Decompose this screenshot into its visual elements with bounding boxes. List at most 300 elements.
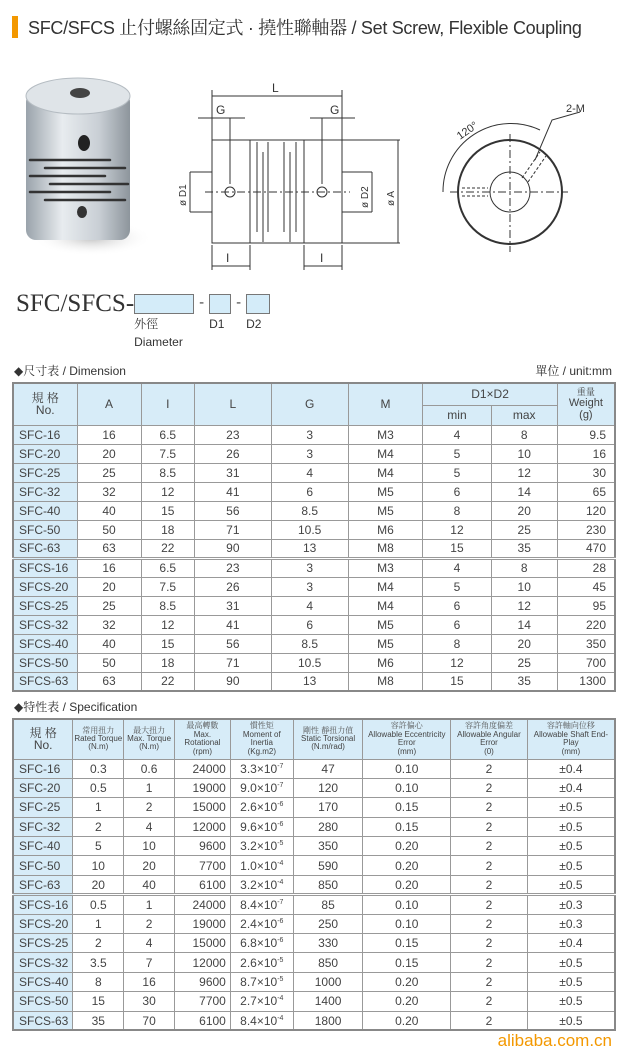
value-cell: 10.5: [271, 520, 348, 539]
value-cell: 23: [194, 425, 271, 444]
dimension-row: [13, 520, 615, 539]
dimension-row: [13, 615, 615, 634]
value-cell: ±0.4: [527, 759, 615, 778]
value-cell: M5: [348, 482, 423, 501]
value-cell: 7.5: [141, 444, 194, 463]
spec-row: [13, 953, 615, 972]
value-cell: 2: [451, 934, 528, 953]
dimension-row: [13, 558, 615, 577]
value-cell: 2: [451, 972, 528, 991]
model-cell: SFC-20: [13, 778, 73, 797]
label-screws: 2-M: [566, 103, 585, 115]
spec-row: [13, 798, 615, 817]
value-cell: 13: [271, 539, 348, 558]
value-cell: 8.5: [141, 463, 194, 482]
value-cell: 250: [293, 914, 363, 933]
value-cell: 45: [557, 577, 615, 596]
value-cell: 2: [451, 817, 528, 836]
value-cell: 15000: [175, 798, 231, 817]
value-cell: 3: [271, 558, 348, 577]
label-L: L: [272, 81, 279, 95]
value-cell: 85: [293, 895, 363, 914]
value-cell: 9600: [175, 972, 231, 991]
model-cell: SFCS-20: [13, 577, 77, 596]
value-cell: 2: [451, 759, 528, 778]
value-cell: M3: [348, 425, 423, 444]
value-cell: 0.3: [73, 759, 124, 778]
value-cell: 6100: [175, 1011, 231, 1030]
value-cell: 1000: [293, 972, 363, 991]
value-cell: 1300: [557, 672, 615, 691]
value-cell: 30: [124, 992, 175, 1011]
value-cell: 26: [194, 444, 271, 463]
value-cell: 10: [491, 577, 557, 596]
model-cell: SFC-50: [13, 856, 73, 875]
value-cell: 12000: [175, 817, 231, 836]
coupling-photo: [26, 78, 152, 256]
value-cell: M4: [348, 577, 423, 596]
value-cell: 10: [73, 856, 124, 875]
value-cell: 2: [451, 953, 528, 972]
value-cell: 2: [451, 837, 528, 856]
value-cell: 9.5: [557, 425, 615, 444]
value-cell: 35: [73, 1011, 124, 1030]
value-cell: 0.6: [124, 759, 175, 778]
value-cell: 2: [73, 934, 124, 953]
value-cell: $8.7\times 10^{-5}$: [230, 972, 293, 991]
spec-row: [13, 759, 615, 778]
value-cell: 40: [124, 875, 175, 894]
value-cell: 0.15: [363, 953, 451, 972]
diameter-label-en: Diameter: [134, 335, 183, 349]
value-cell: 3: [271, 425, 348, 444]
model-cell: SFC-25: [13, 798, 73, 817]
value-cell: $3.2\times 10^{-4}$: [230, 875, 293, 894]
value-cell: 15000: [175, 934, 231, 953]
value-cell: ±0.5: [527, 837, 615, 856]
value-cell: ±0.5: [527, 972, 615, 991]
value-cell: 6.5: [141, 425, 194, 444]
header-I: I: [141, 383, 194, 425]
value-cell: 15: [423, 672, 491, 691]
value-cell: 170: [293, 798, 363, 817]
spec-row: [13, 972, 615, 991]
value-cell: M4: [348, 596, 423, 615]
header-no: 規 格 No.: [13, 383, 77, 425]
value-cell: 16: [557, 444, 615, 463]
spec-header: 慣性矩 Moment of Inertia (Kg.m2): [230, 719, 293, 759]
value-cell: 20: [491, 634, 557, 653]
value-cell: 56: [194, 634, 271, 653]
value-cell: 6.5: [141, 558, 194, 577]
value-cell: 10: [124, 837, 175, 856]
model-cell: SFC-63: [13, 539, 77, 558]
header-A: A: [77, 383, 141, 425]
value-cell: 12: [491, 463, 557, 482]
value-cell: 8.5: [271, 634, 348, 653]
model-cell: SFCS-50: [13, 653, 77, 672]
value-cell: 0.20: [363, 972, 451, 991]
value-cell: 16: [77, 425, 141, 444]
spec-row: [13, 837, 615, 856]
value-cell: 4: [271, 596, 348, 615]
value-cell: 2: [451, 798, 528, 817]
value-cell: 50: [77, 520, 141, 539]
model-dash-1: -: [199, 294, 205, 311]
spec-header: 剛性 靜扭力值 Static Torsional (N.m/rad): [293, 719, 363, 759]
value-cell: 6: [423, 596, 491, 615]
value-cell: 12: [141, 482, 194, 501]
model-prefix: SFC/SFCS-: [16, 290, 135, 317]
label-A: ø A: [386, 190, 397, 206]
value-cell: $9.0\times 10^{-7}$: [230, 778, 293, 797]
title-text: SFC/SFCS 止付螺絲固定式 · 撓性聯軸器 / Set Screw, Flexible Coupling: [28, 18, 582, 38]
value-cell: 26: [194, 577, 271, 596]
model-cell: SFC-32: [13, 482, 77, 501]
value-cell: M6: [348, 653, 423, 672]
value-cell: 0.5: [73, 778, 124, 797]
d1-label: D1: [209, 317, 225, 331]
value-cell: 15: [141, 634, 194, 653]
value-cell: 4: [423, 425, 491, 444]
value-cell: 25: [77, 463, 141, 482]
value-cell: 2: [451, 914, 528, 933]
spec-row: [13, 856, 615, 875]
model-cell: SFC-20: [13, 444, 77, 463]
value-cell: 20: [77, 577, 141, 596]
header-min: min: [423, 405, 491, 425]
value-cell: ±0.3: [527, 895, 615, 914]
value-cell: 8.5: [271, 501, 348, 520]
model-cell: SFC-50: [13, 520, 77, 539]
value-cell: $3.2\times 10^{-5}$: [230, 837, 293, 856]
value-cell: 15: [73, 992, 124, 1011]
value-cell: 41: [194, 615, 271, 634]
value-cell: 71: [194, 520, 271, 539]
header-weight: 重量 Weight (g): [557, 383, 615, 425]
d1-slot: [209, 290, 231, 331]
model-cell: SFCS-63: [13, 1011, 73, 1030]
value-cell: 12: [423, 520, 491, 539]
dimension-row: [13, 463, 615, 482]
value-cell: 330: [293, 934, 363, 953]
label-G-left: G: [216, 103, 226, 117]
dimension-row: [13, 444, 615, 463]
value-cell: 0.10: [363, 914, 451, 933]
model-cell: SFC-40: [13, 837, 73, 856]
value-cell: 3.5: [73, 953, 124, 972]
value-cell: $2.7\times 10^{-4}$: [230, 992, 293, 1011]
model-cell: SFC-16: [13, 425, 77, 444]
value-cell: 24000: [175, 895, 231, 914]
value-cell: 850: [293, 875, 363, 894]
value-cell: 6: [423, 615, 491, 634]
value-cell: 50: [77, 653, 141, 672]
value-cell: 25: [491, 653, 557, 672]
value-cell: 0.5: [73, 895, 124, 914]
value-cell: 230: [557, 520, 615, 539]
value-cell: 2: [124, 914, 175, 933]
value-cell: M8: [348, 672, 423, 691]
value-cell: 24000: [175, 759, 231, 778]
value-cell: 47: [293, 759, 363, 778]
value-cell: 6: [271, 482, 348, 501]
value-cell: 16: [77, 558, 141, 577]
value-cell: $2.6\times 10^{-5}$: [230, 953, 293, 972]
value-cell: 56: [194, 501, 271, 520]
value-cell: 18: [141, 653, 194, 672]
value-cell: 8: [491, 425, 557, 444]
value-cell: 12: [491, 596, 557, 615]
value-cell: 6: [423, 482, 491, 501]
diameter-label-zh: 外徑: [134, 317, 159, 331]
label-D1: ø D1: [178, 184, 189, 206]
diameter-slot: [134, 290, 194, 349]
value-cell: 8: [491, 558, 557, 577]
dimension-row: [13, 482, 615, 501]
value-cell: 350: [293, 837, 363, 856]
value-cell: 25: [491, 520, 557, 539]
model-cell: SFCS-16: [13, 558, 77, 577]
value-cell: 30: [557, 463, 615, 482]
value-cell: 0.15: [363, 817, 451, 836]
value-cell: 65: [557, 482, 615, 501]
value-cell: 1800: [293, 1011, 363, 1030]
value-cell: 590: [293, 856, 363, 875]
value-cell: 19000: [175, 778, 231, 797]
value-cell: 12: [141, 615, 194, 634]
value-cell: ±0.5: [527, 798, 615, 817]
value-cell: 12000: [175, 953, 231, 972]
model-cell: SFC-25: [13, 463, 77, 482]
value-cell: ±0.5: [527, 856, 615, 875]
value-cell: 2: [451, 856, 528, 875]
spec-header: 規 格 No.: [13, 719, 73, 759]
value-cell: 16: [124, 972, 175, 991]
value-cell: 5: [423, 444, 491, 463]
label-I-left: I: [226, 251, 230, 265]
value-cell: 35: [491, 672, 557, 691]
model-cell: SFCS-32: [13, 953, 73, 972]
model-dash-2: -: [236, 294, 242, 311]
value-cell: 5: [423, 577, 491, 596]
d2-slot: [246, 290, 270, 331]
value-cell: M3: [348, 558, 423, 577]
dimension-row: [13, 653, 615, 672]
value-cell: 18: [141, 520, 194, 539]
spec-header: 容許軸向位移 Allowable Shaft End-Play (mm): [527, 719, 615, 759]
value-cell: 28: [557, 558, 615, 577]
header-L: L: [194, 383, 271, 425]
value-cell: 2: [451, 992, 528, 1011]
value-cell: 14: [491, 482, 557, 501]
value-cell: 1400: [293, 992, 363, 1011]
value-cell: 0.20: [363, 875, 451, 894]
value-cell: 2: [451, 778, 528, 797]
value-cell: 7700: [175, 992, 231, 1011]
value-cell: 63: [77, 672, 141, 691]
value-cell: 0.20: [363, 992, 451, 1011]
header-G: G: [271, 383, 348, 425]
value-cell: $2.4\times 10^{-6}$: [230, 914, 293, 933]
title-accent-bar: [12, 16, 18, 38]
value-cell: 2: [451, 895, 528, 914]
product-figures: [0, 60, 626, 280]
value-cell: 0.10: [363, 895, 451, 914]
value-cell: 7: [124, 953, 175, 972]
header-max: max: [491, 405, 557, 425]
value-cell: 31: [194, 596, 271, 615]
value-cell: 8.5: [141, 596, 194, 615]
value-cell: 0.15: [363, 934, 451, 953]
value-cell: 0.20: [363, 837, 451, 856]
value-cell: ±0.3: [527, 914, 615, 933]
value-cell: 3: [271, 444, 348, 463]
model-cell: SFC-63: [13, 875, 73, 894]
spec-header: 最大扭力 Max. Torque (N.m): [124, 719, 175, 759]
model-cell: SFCS-63: [13, 672, 77, 691]
spec-row: [13, 778, 615, 797]
dimension-row: [13, 577, 615, 596]
value-cell: M6: [348, 520, 423, 539]
value-cell: 120: [557, 501, 615, 520]
value-cell: 70: [124, 1011, 175, 1030]
value-cell: 0.20: [363, 856, 451, 875]
dimension-unit: 單位 / unit:mm: [535, 364, 612, 378]
value-cell: 0.15: [363, 798, 451, 817]
value-cell: M8: [348, 539, 423, 558]
value-cell: 6100: [175, 875, 231, 894]
value-cell: 23: [194, 558, 271, 577]
spec-section-title: ◆特性表 / Specification: [14, 700, 138, 714]
value-cell: 9600: [175, 837, 231, 856]
model-cell: SFCS-25: [13, 934, 73, 953]
value-cell: 700: [557, 653, 615, 672]
value-cell: 2: [451, 1011, 528, 1030]
value-cell: 10: [491, 444, 557, 463]
model-cell: SFCS-16: [13, 895, 73, 914]
spec-header: 常用扭力 Rated Torque (N.m): [73, 719, 124, 759]
value-cell: 32: [77, 482, 141, 501]
value-cell: 120: [293, 778, 363, 797]
value-cell: 5: [423, 463, 491, 482]
dimension-row: [13, 539, 615, 558]
page-title: [12, 14, 582, 40]
value-cell: 20: [491, 501, 557, 520]
value-cell: 95: [557, 596, 615, 615]
value-cell: 14: [491, 615, 557, 634]
value-cell: 40: [77, 634, 141, 653]
d2-box: [246, 294, 270, 314]
label-I-right: I: [320, 251, 324, 265]
value-cell: 0.10: [363, 778, 451, 797]
value-cell: ±0.5: [527, 992, 615, 1011]
model-cell: SFCS-25: [13, 596, 77, 615]
value-cell: 20: [77, 444, 141, 463]
value-cell: 15: [141, 501, 194, 520]
spec-row: [13, 992, 615, 1011]
value-cell: $2.6\times 10^{-6}$: [230, 798, 293, 817]
model-cell: SFCS-20: [13, 914, 73, 933]
value-cell: 12: [423, 653, 491, 672]
model-cell: SFC-40: [13, 501, 77, 520]
value-cell: M5: [348, 634, 423, 653]
dimension-row: [13, 501, 615, 520]
value-cell: 350: [557, 634, 615, 653]
value-cell: 8: [73, 972, 124, 991]
label-G-right: G: [330, 103, 340, 117]
value-cell: 19000: [175, 914, 231, 933]
d2-label: D2: [246, 317, 262, 331]
diameter-box: [134, 294, 194, 314]
value-cell: 90: [194, 672, 271, 691]
dimension-row: [13, 672, 615, 691]
header-M: M: [348, 383, 423, 425]
watermark: alibaba.com.cn: [497, 1031, 612, 1050]
value-cell: 32: [77, 615, 141, 634]
value-cell: $8.4\times 10^{-7}$: [230, 895, 293, 914]
model-code: [16, 290, 270, 349]
d1-box: [209, 294, 231, 314]
label-D2: ø D2: [360, 186, 371, 208]
dimension-row: [13, 596, 615, 615]
value-cell: ±0.5: [527, 953, 615, 972]
specification-table: [12, 718, 616, 1031]
value-cell: 10.5: [271, 653, 348, 672]
value-cell: ±0.4: [527, 778, 615, 797]
value-cell: 25: [77, 596, 141, 615]
value-cell: $6.8\times 10^{-6}$: [230, 934, 293, 953]
value-cell: 7.5: [141, 577, 194, 596]
value-cell: 35: [491, 539, 557, 558]
spec-row: [13, 895, 615, 914]
value-cell: 0.10: [363, 759, 451, 778]
dimension-row: [13, 425, 615, 444]
value-cell: 22: [141, 672, 194, 691]
spec-header: 容許偏心 Allowable Eccentricity Error (mm): [363, 719, 451, 759]
value-cell: 850: [293, 953, 363, 972]
value-cell: M5: [348, 501, 423, 520]
value-cell: 1: [73, 798, 124, 817]
value-cell: 4: [423, 558, 491, 577]
value-cell: 2: [451, 875, 528, 894]
value-cell: 5: [73, 837, 124, 856]
value-cell: $3.3\times 10^{-7}$: [230, 759, 293, 778]
value-cell: 13: [271, 672, 348, 691]
value-cell: 31: [194, 463, 271, 482]
value-cell: 0.20: [363, 1011, 451, 1030]
value-cell: 470: [557, 539, 615, 558]
spec-header: 容許角度偏差 Allowable Angular Error (0): [451, 719, 528, 759]
value-cell: 2: [124, 798, 175, 817]
value-cell: 22: [141, 539, 194, 558]
value-cell: 4: [271, 463, 348, 482]
value-cell: 2: [73, 817, 124, 836]
value-cell: 1: [73, 914, 124, 933]
model-cell: SFCS-32: [13, 615, 77, 634]
model-cell: SFCS-40: [13, 972, 73, 991]
spec-row: [13, 1011, 615, 1030]
value-cell: ±0.5: [527, 817, 615, 836]
value-cell: ±0.5: [527, 1011, 615, 1030]
value-cell: 6: [271, 615, 348, 634]
value-cell: 4: [124, 817, 175, 836]
value-cell: 40: [77, 501, 141, 520]
value-cell: $8.4\times 10^{-4}$: [230, 1011, 293, 1030]
value-cell: 63: [77, 539, 141, 558]
value-cell: 1: [124, 895, 175, 914]
spec-row: [13, 914, 615, 933]
